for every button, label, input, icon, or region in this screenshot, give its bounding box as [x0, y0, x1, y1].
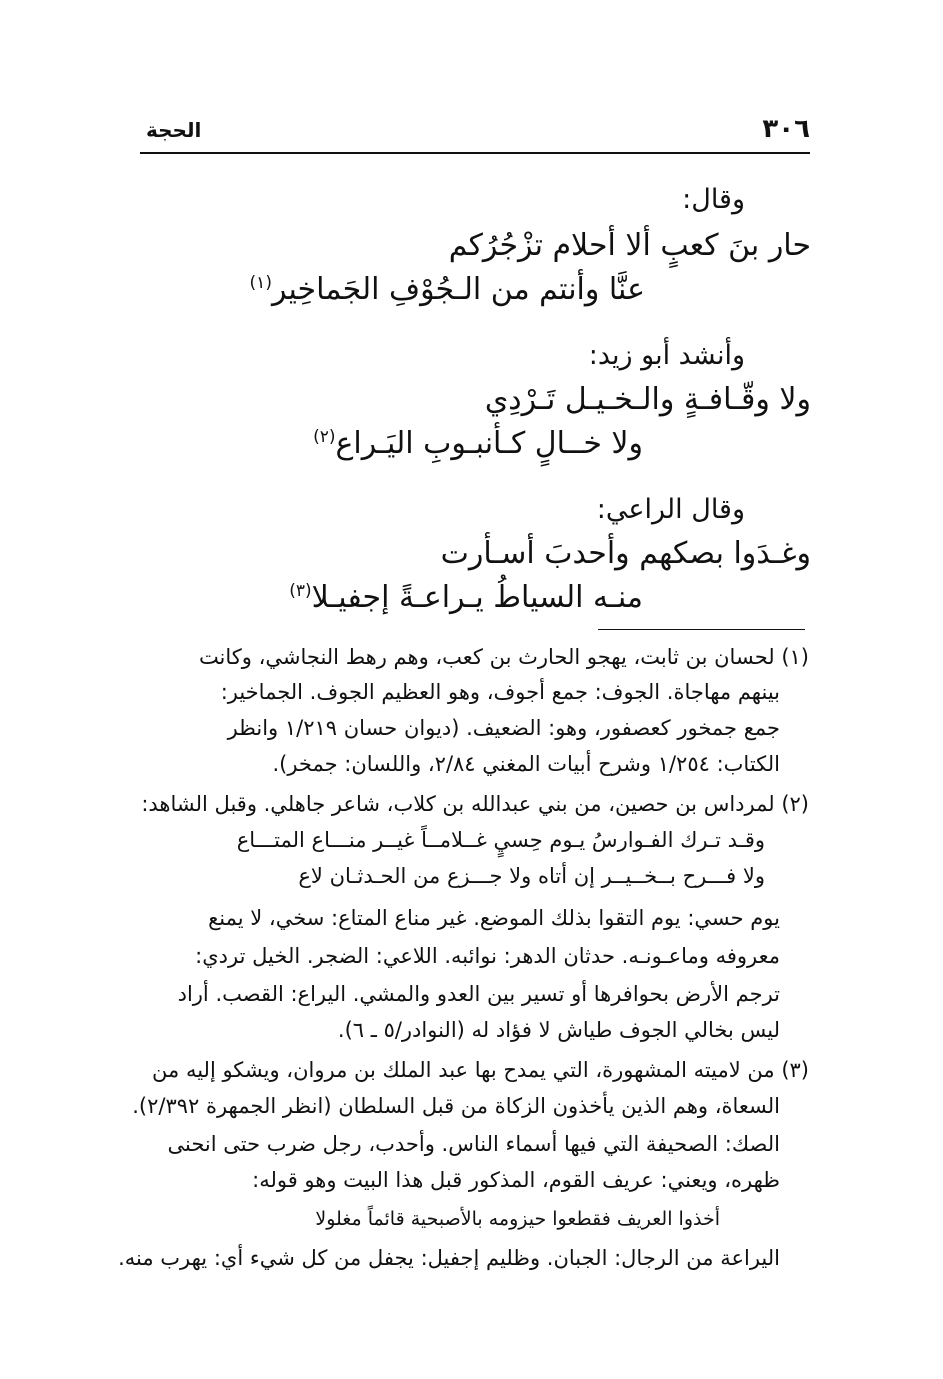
verse-3-second-text: منـه السياطُ يـراعـةً إجفيـلا — [311, 580, 643, 615]
verse-1-second-text: عنَّا وأنتم من الـجُوْفِ الجَماخِير — [271, 272, 645, 307]
page-header — [140, 112, 810, 154]
footnote-1-line: الكتاب: ١/٢٥٤ وشرح أبيات المغني ٢/٨٤، واللسان: جمخر). — [272, 752, 780, 776]
footnote-3-verse: أخذوا العريف فقطعوا حيزومه بالأصبحية قائماً مغلولا — [315, 1208, 720, 1230]
footnote-3-line: الصك: الصحيفة التي فيها أسماء الناس. وأحدب، رجل ضرب حتى انحنى — [167, 1132, 780, 1156]
footnote-2-line: معروفه وماعـونـه. حدثان الدهر: نوائبه. اللاعي: الضجر. الخيل تردي: — [195, 944, 780, 968]
footnote-1-line: (١) لحسان بن ثابت، يهجو الحارث بن كعب، وهم رهط النجاشي، وكانت — [198, 645, 809, 669]
footnote-ref-1: (١) — [249, 273, 272, 293]
footnote-2-line: يوم حسي: يوم التقوا بذلك الموضع. غير مناع المتاع: سخي، لا يمنع — [208, 906, 780, 930]
footnote-2-verse-line: ولا فـــرح بــخــيــر إن أتاه ولا جـــزع من الحـدثـان لاع — [298, 864, 765, 888]
verse-intro-2: وأنشد أبو زيد: — [588, 340, 745, 371]
footnote-ref-3: (٣) — [289, 581, 312, 601]
verse-3-first-hemistich: وغـدَوا بصكهم وأحدبَ أسـأرت — [440, 536, 811, 571]
running-title: الحجة — [146, 118, 202, 142]
verse-intro-1: وقال: — [682, 184, 745, 215]
footnote-1-line: بينهم مهاجاة. الجوف: جمع أجوف، وهو العظيم الجوف. الجماخير: — [220, 680, 780, 704]
verse-2-second-hemistich — [313, 426, 643, 461]
footnote-2-head: (٢) لمرداس بن حصين، من بني عبدالله بن كلاب، شاعر جاهلي. وقبل الشاهد: — [141, 792, 809, 816]
verse-3-second-hemistich — [289, 580, 643, 615]
footnote-ref-2: (٢) — [313, 427, 336, 447]
verse-1-first-hemistich: حار بنَ كعبٍ ألا أحلام تزْجُرُكم — [448, 228, 811, 263]
footnote-2-line: ترجم الأرض بحوافرها أو تسير بين العدو والمشي. اليراع: القصب. أراد — [177, 982, 780, 1006]
footnote-3-line: ظهره، ويعني: عريف القوم، المذكور قبل هذا البيت وهو قوله: — [252, 1168, 780, 1192]
footnote-2-line: ليس بخالي الجوف طياش لا فؤاد له (النوادر/٥ ـ ٦). — [337, 1018, 780, 1042]
footnote-1-line: جمع جمخور كعصفور، وهو: الضعيف. (ديوان حسان ١/٢١٩ وانظر — [227, 716, 780, 740]
footnote-divider — [598, 629, 805, 630]
footnote-3-line: السعاة، وهم الذين يأخذون الزكاة من قبل السلطان (انظر الجمهرة ٢/٣٩٢). — [132, 1094, 780, 1118]
page-number: ٣٠٦ — [762, 114, 810, 144]
verse-intro-3: وقال الراعي: — [596, 494, 745, 525]
footnote-3-last-line: اليراعة من الرجال: الجبان. وظليم إجفيل: يجفل من كل شيء أي: يهرب منه. — [118, 1246, 780, 1270]
verse-1-second-hemistich — [250, 272, 645, 307]
verse-2-second-text: ولا خــالٍ كـأنبـوبِ اليَـراع — [335, 426, 643, 461]
verse-2-first-hemistich: ولا وقّـافـةٍ والـخـيـل تَـرْدِي — [484, 382, 811, 417]
footnote-3-line: (٣) من لاميته المشهورة، التي يمدح بها عبد الملك بن مروان، ويشكو إليه من — [152, 1058, 809, 1082]
footnote-2-verse-line: وقـد تـرك الفـوارسُ يـوم حِسيٍ غــلامــاً غيــر منـــاع المتـــاع — [236, 828, 765, 852]
